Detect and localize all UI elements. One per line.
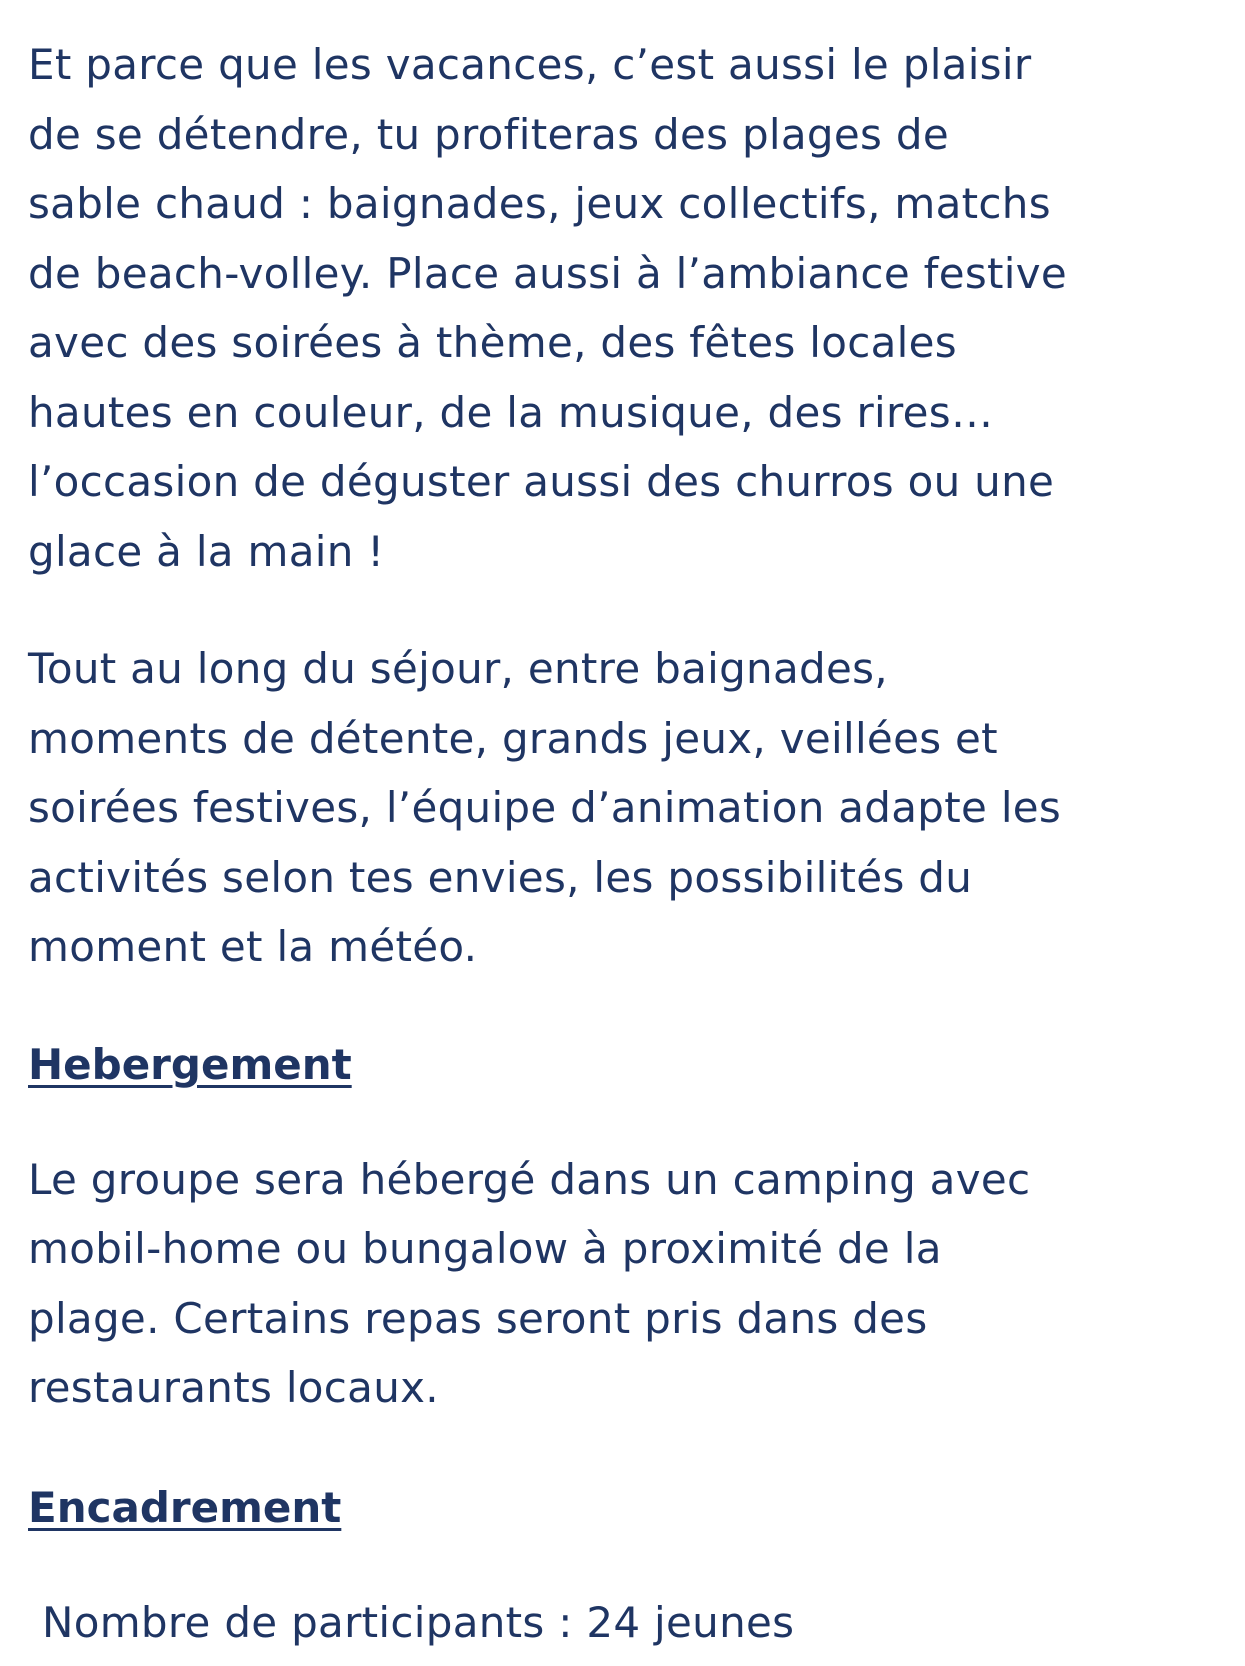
- document-body: [28, 30, 1228, 1657]
- participants-count: Nombre de participants : 24 jeunes: [42, 1597, 795, 1647]
- paragraph-sejour: Tout au long du séjour, entre baignades, moments de détente, grands jeux, veillées et soirées festives, l’équipe d’animation adapte les activités selon tes envies, les possibilités du moment et la météo.: [28, 644, 1062, 971]
- heading-hebergement: Hebergement: [28, 1039, 352, 1089]
- heading-encadrement: Encadrement: [28, 1482, 342, 1532]
- spacer: [28, 1423, 1228, 1473]
- spacer: [28, 1542, 1228, 1588]
- paragraph-hebergement: Le groupe sera hébergé dans un camping avec mobil-home ou bungalow à proximité de la plage. Certains repas seront pris dans des restaurants locaux.: [28, 1154, 1031, 1412]
- paragraph-vacances: Et parce que les vacances, c’est aussi le plaisir de se détendre, tu profiteras des plages de sable chaud : baignades, jeux collectifs, matchs de beach-volley. Place aussi à l’ambiance festive avec des soirées à thème, des fêtes locales hautes en couleur, de la musique, des rires… l’occasion de déguster aussi des churros ou une glace à la main !: [28, 40, 1068, 576]
- spacer: [28, 1099, 1228, 1145]
